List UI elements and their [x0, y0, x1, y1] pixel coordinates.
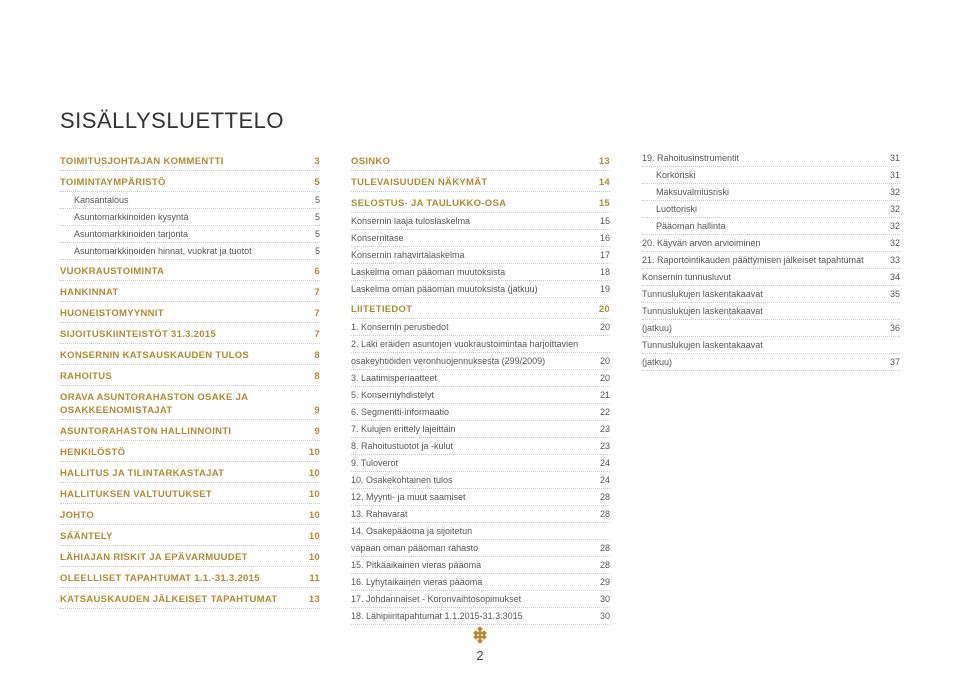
- toc-entry[interactable]: [60, 567, 320, 588]
- toc-entry-page: 32: [889, 238, 900, 248]
- toc-entry-title: Konsernin tunnusluvut: [642, 272, 732, 282]
- toc-entry-title: HENKILÖSTÖ: [60, 447, 126, 458]
- toc-entry-page: 34: [889, 272, 900, 282]
- toc-subentry[interactable]: [642, 286, 900, 303]
- toc-entry-page: 14: [598, 177, 610, 188]
- toc-entry-page: 7: [314, 308, 320, 319]
- toc-entry-title: Konsernitase: [351, 233, 404, 243]
- toc-entry-page: 15: [599, 216, 610, 226]
- toc-subentry[interactable]: [351, 608, 610, 625]
- toc-entry-page: 20: [599, 356, 610, 366]
- toc-entry-page: 24: [599, 475, 610, 485]
- toc-subentry[interactable]: [351, 336, 610, 353]
- toc-entry-title: 5. Konserniyhdistelyt: [351, 390, 435, 400]
- toc-entry-title: OLEELLISET TAPAHTUMAT 1.1.-31.3.2015: [60, 573, 260, 584]
- toc-column-3: [642, 150, 900, 371]
- toc-entry-page: 21: [599, 390, 610, 400]
- toc-entry-title: ORAVA ASUNTORAHASTON OSAKE JA OSAKKEENOMISTAJAT: [60, 392, 248, 416]
- toc-entry-page: 8: [314, 350, 320, 361]
- toc-entry-title: 6. Segmentti-informaatio: [351, 407, 450, 417]
- toc-entry-title: vapaan oman pääoman rahasto: [351, 543, 479, 553]
- toc-subentry[interactable]: [351, 281, 610, 298]
- toc-subentry[interactable]: [642, 252, 900, 269]
- toc-entry-page: 37: [889, 357, 900, 367]
- toc-subentry[interactable]: [351, 472, 610, 489]
- toc-entry[interactable]: [60, 386, 320, 420]
- toc-subentry[interactable]: [60, 226, 320, 243]
- toc-entry[interactable]: [60, 260, 320, 281]
- toc-entry-page: 13: [598, 156, 610, 167]
- toc-entry[interactable]: [60, 462, 320, 483]
- toc-entry-title: Tunnuslukujen laskentakaavat: [642, 306, 763, 316]
- toc-subentry[interactable]: [351, 387, 610, 404]
- toc-entry-title: HUONEISTOMYYNNIT: [60, 308, 164, 319]
- toc-subentry[interactable]: [642, 337, 900, 354]
- toc-entry-title: LÄHIAJAN RISKIT JA EPÄVARMUUDET: [60, 552, 248, 563]
- toc-subentry[interactable]: [351, 421, 610, 438]
- toc-entry-title: 18. Lähipiiritapahtumat 1.1.2015-31.3.3015: [351, 611, 523, 621]
- toc-entry-title: 21. Raportointikauden päättymisen jälkeiset tapahtumat: [642, 255, 864, 265]
- toc-entry-page: 10: [308, 489, 320, 500]
- toc-subentry[interactable]: [351, 591, 610, 608]
- toc-entry-page: 32: [889, 221, 900, 231]
- toc-subentry[interactable]: [351, 523, 610, 540]
- toc-entry[interactable]: [351, 171, 610, 192]
- toc-entry-page: 28: [599, 509, 610, 519]
- toc-subentry[interactable]: [351, 438, 610, 455]
- toc-entry-title: (jatkuu): [642, 357, 673, 367]
- toc-entry-page: 5: [314, 246, 320, 256]
- toc-column-2: [351, 150, 610, 625]
- pinecone-logo-icon: [470, 626, 490, 646]
- toc-entry-title: OSINKO: [351, 156, 391, 167]
- page-title: SISÄLLYSLUETTELO: [60, 107, 285, 133]
- toc-entry-page: 24: [599, 458, 610, 468]
- toc-entry-title: SIJOITUSKIINTEISTÖT 31.3.2015: [60, 329, 217, 340]
- toc-entry-page: 32: [889, 187, 900, 197]
- toc-entry-title: 9. Tuloverot: [351, 458, 399, 468]
- toc-subentry[interactable]: [642, 184, 900, 201]
- toc-entry-title: HALLITUS JA TILINTARKASTAJAT: [60, 468, 225, 479]
- toc-entry[interactable]: [351, 298, 610, 319]
- toc-entry-title: 15. Pitkäaikainen vieras pääoma: [351, 560, 482, 570]
- toc-entry-page: 23: [599, 424, 610, 434]
- toc-subentry[interactable]: [351, 540, 610, 557]
- toc-entry-page: 5: [314, 212, 320, 222]
- toc-entry-title: ASUNTORAHASTON HALLINNOINTI: [60, 426, 232, 437]
- toc-entry-title: Asuntomarkkinoiden kysyntä: [74, 212, 189, 222]
- toc-subentry[interactable]: [60, 243, 320, 260]
- toc-entry[interactable]: [60, 281, 320, 302]
- toc-entry-title: TULEVAISUUDEN NÄKYMÄT: [351, 177, 488, 188]
- toc-entry-page: 31: [889, 153, 900, 163]
- toc-entry-title: Laskelma oman pääoman muutoksista (jatkuu): [351, 284, 538, 294]
- toc-subentry[interactable]: [351, 247, 610, 264]
- toc-entry-title: 14. Osakepääoma ja sijoitetun: [351, 526, 473, 536]
- toc-entry[interactable]: [60, 150, 320, 171]
- toc-subentry[interactable]: [642, 354, 900, 371]
- toc-entry-page: 13: [308, 594, 320, 605]
- toc-entry-page: 36: [889, 323, 900, 333]
- toc-subentry[interactable]: [642, 320, 900, 337]
- page-number: 2: [476, 648, 484, 663]
- toc-entry-page: 17: [599, 250, 610, 260]
- toc-entry-title: Korkoriski: [656, 170, 696, 180]
- toc-subentry[interactable]: [351, 319, 610, 336]
- toc-entry-title: TOIMINTAYMPÄRISTÖ: [60, 177, 166, 188]
- toc-entry-title: 3. Laatimisperiaatteet: [351, 373, 438, 383]
- toc-entry[interactable]: [60, 588, 320, 609]
- toc-subentry[interactable]: [642, 218, 900, 235]
- toc-entry-title: 16. Lyhytaikainen vieras pääoma: [351, 577, 483, 587]
- toc-entry-title: 2. Laki eräiden asuntojen vuokraustoimintaa harjoittavien: [351, 339, 579, 349]
- toc-entry-title: 17. Johdannaiset - Koronvaihtosopimukset: [351, 594, 522, 604]
- toc-subentry[interactable]: [351, 264, 610, 281]
- toc-entry-page: 10: [308, 510, 320, 521]
- toc-subentry[interactable]: [351, 404, 610, 421]
- toc-entry-page: 5: [314, 195, 320, 205]
- toc-entry-title: (jatkuu): [642, 323, 673, 333]
- toc-entry[interactable]: [60, 323, 320, 344]
- toc-entry-title: 8. Rahoitustuotot ja -kulut: [351, 441, 454, 451]
- toc-subentry[interactable]: [351, 455, 610, 472]
- toc-entry-page: 8: [314, 371, 320, 382]
- toc-entry-page: 20: [599, 373, 610, 383]
- toc-entry[interactable]: [60, 441, 320, 462]
- toc-entry-title: TOIMITUSJOHTAJAN KOMMENTTI: [60, 156, 224, 167]
- toc-entry[interactable]: [351, 192, 610, 213]
- toc-entry-title: Asuntomarkkinoiden tarjonta: [74, 229, 189, 239]
- toc-entry-page: 9: [314, 405, 320, 416]
- toc-entry-title: SÄÄNTELY: [60, 531, 113, 542]
- toc-subentry[interactable]: [351, 230, 610, 247]
- toc-entry-page: 22: [599, 407, 610, 417]
- toc-entry-page: 11: [309, 573, 320, 584]
- toc-entry-title: 19. Rahoitusinstrumentit: [642, 153, 740, 163]
- toc-entry[interactable]: [351, 150, 610, 171]
- toc-subentry[interactable]: [351, 213, 610, 230]
- toc-entry-title: Laskelma oman pääoman muutoksista: [351, 267, 506, 277]
- toc-subentry[interactable]: [642, 303, 900, 320]
- toc-entry[interactable]: [60, 344, 320, 365]
- toc-subentry[interactable]: [60, 209, 320, 226]
- toc-entry-page: 28: [599, 560, 610, 570]
- toc-entry[interactable]: [60, 546, 320, 567]
- toc-entry-title: KONSERNIN KATSAUSKAUDEN TULOS: [60, 350, 250, 361]
- toc-subentry[interactable]: [351, 557, 610, 574]
- toc-entry-title: 12. Myynti- ja muut saamiset: [351, 492, 466, 502]
- toc-entry-page: 18: [599, 267, 610, 277]
- toc-entry-page: 19: [599, 284, 610, 294]
- toc-entry[interactable]: [60, 365, 320, 386]
- toc-entry-title: Tunnuslukujen laskentakaavat: [642, 340, 763, 350]
- toc-entry-page: 30: [599, 594, 610, 604]
- toc-entry-page: 10: [308, 447, 320, 458]
- toc-subentry[interactable]: [642, 150, 900, 167]
- toc-entry-page: 5: [314, 229, 320, 239]
- toc-entry-title: 7. Kulujen erittely lajeittain: [351, 424, 456, 434]
- toc-entry-title: Pääoman hallinta: [656, 221, 726, 231]
- toc-entry-title: 1. Konsernin perustiedot: [351, 322, 449, 332]
- toc-entry-page: 16: [599, 233, 610, 243]
- toc-subentry[interactable]: [642, 201, 900, 218]
- toc-entry-title: SELOSTUS- JA TAULUKKO-OSA: [351, 198, 507, 209]
- toc-entry-title: Konsernin rahavirtalaskelma: [351, 250, 465, 260]
- toc-subentry[interactable]: [351, 574, 610, 591]
- toc-entry[interactable]: [60, 504, 320, 525]
- toc-column-1: [60, 150, 320, 609]
- toc-entry-title: Asuntomarkkinoiden hinnat, vuokrat ja tuotot: [74, 246, 252, 256]
- toc-entry-title: LIITETIEDOT: [351, 304, 413, 315]
- toc-entry[interactable]: [60, 420, 320, 441]
- toc-entry-page: 30: [599, 611, 610, 621]
- toc-entry-title: RAHOITUS: [60, 371, 113, 382]
- toc-entry-page: 33: [889, 255, 900, 265]
- toc-subentry[interactable]: [351, 353, 610, 370]
- toc-entry[interactable]: [60, 171, 320, 192]
- toc-entry-page: 35: [889, 289, 900, 299]
- toc-entry-title: HANKINNAT: [60, 287, 119, 298]
- toc-entry-page: 10: [308, 468, 320, 479]
- toc-entry[interactable]: [60, 302, 320, 323]
- toc-entry[interactable]: [60, 483, 320, 504]
- toc-entry-page: 31: [889, 170, 900, 180]
- toc-entry-title: Kansantalous: [74, 195, 129, 205]
- toc-entry-page: 10: [308, 552, 320, 563]
- toc-entry-page: 15: [598, 198, 610, 209]
- toc-subentry[interactable]: [642, 167, 900, 184]
- toc-entry-page: 28: [599, 543, 610, 553]
- toc-entry-page: 20: [599, 322, 610, 332]
- toc-entry-title: 13. Rahavarat: [351, 509, 408, 519]
- toc-entry[interactable]: [60, 525, 320, 546]
- toc-entry-page: 6: [314, 266, 320, 277]
- toc-subentry[interactable]: [642, 235, 900, 252]
- toc-subentry[interactable]: [351, 506, 610, 523]
- toc-entry-title: 20. Käyvän arvon arvioiminen: [642, 238, 761, 248]
- toc-entry-title: HALLITUKSEN VALTUUTUKSET: [60, 489, 212, 500]
- toc-entry-title: VUOKRAUSTOIMINTA: [60, 266, 165, 277]
- toc-entry-page: 7: [314, 329, 320, 340]
- toc-subentry[interactable]: [351, 489, 610, 506]
- toc-entry-title: Luottoriski: [656, 204, 698, 214]
- toc-entry-page: 5: [314, 177, 320, 188]
- toc-entry-title: JOHTO: [60, 510, 95, 521]
- toc-entry-page: 10: [308, 531, 320, 542]
- toc-subentry[interactable]: [351, 370, 610, 387]
- toc-entry-page: 3: [314, 156, 320, 167]
- toc-entry-page: 7: [314, 287, 320, 298]
- toc-entry-title: 10. Osakekohtainen tulos: [351, 475, 453, 485]
- toc-entry-title: Konsernin laaja tuloslaskelma: [351, 216, 471, 226]
- toc-entry-title: KATSAUSKAUDEN JÄLKEISET TAPAHTUMAT: [60, 594, 278, 605]
- toc-entry-title: osakeyhtiöiden veronhuojennuksesta (299/2009): [351, 356, 546, 366]
- toc-subentry[interactable]: [60, 192, 320, 209]
- toc-subentry[interactable]: [642, 269, 900, 286]
- toc-entry-page: 29: [599, 577, 610, 587]
- toc-entry-page: 9: [314, 426, 320, 437]
- toc-entry-page: 32: [889, 204, 900, 214]
- toc-entry-page: 20: [598, 304, 610, 315]
- toc-entry-page: 23: [599, 441, 610, 451]
- toc-entry-title: Maksuvalmiusriski: [656, 187, 730, 197]
- toc-entry-title: Tunnuslukujen laskentakaavat: [642, 289, 763, 299]
- toc-entry-page: 28: [599, 492, 610, 502]
